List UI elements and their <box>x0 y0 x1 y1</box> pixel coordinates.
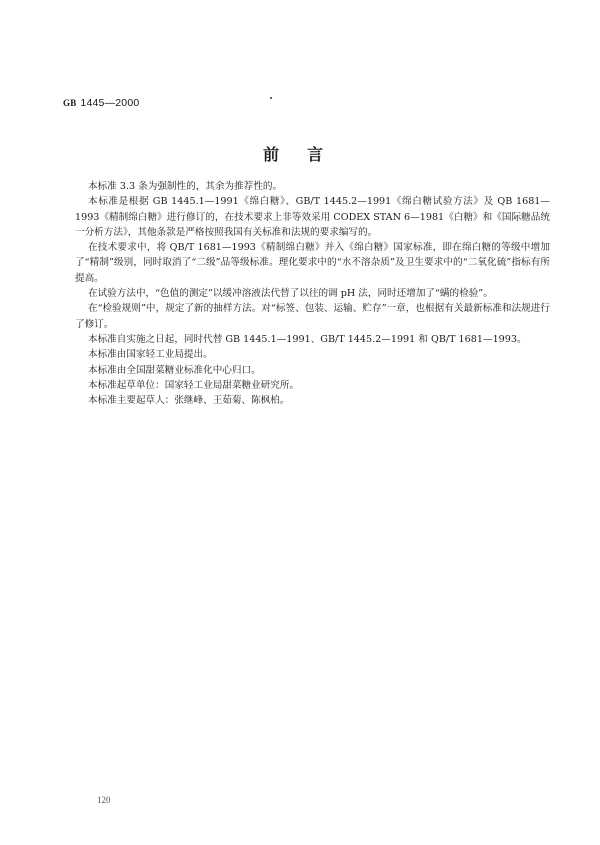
paragraph-proposed-by: 本标准由国家轻工业局提出。 <box>88 349 213 361</box>
standard-code <box>63 97 139 109</box>
page-number: 120 <box>97 795 111 805</box>
paragraph-technical-requirements: 在技术要求中，将 QB/T 1681—1993《精制绵白糖》并入《绵白糖》国家标准，即在绵白糖的等级中增加了“精制”级别，同时取消了“二级”品等级标准。理化要求中的“水不溶杂质”及卫生要求中的“二氧化硫”指标有所提高。 <box>75 242 550 284</box>
paragraph-inspection-rules: 在“检验规则”中，规定了新的抽样方法。对“标签、包装、运输、贮存”一章，也根据有关最新标准和法规进行了修订。 <box>75 303 550 330</box>
standard-number: 1445—2000 <box>80 97 140 109</box>
scan-speck <box>270 97 272 99</box>
paragraph-revision-basis: 本标准是根据 GB 1445.1—1991《绵白糖》、GB/T 1445.2—1991《绵白糖试验方法》及 QB 1681—1993《精制绵白糖》进行修订的，在技术要求上非等效采用 CODEX STAN 6—1981《白糖》和《国际糖品统一分析方法》，其他条款是严格按照我国有关标准和法规的要求编写的。 <box>75 196 550 238</box>
paragraph-drafters: 本标准主要起草人：张继峰、王茹菊、陈枫柏。 <box>88 395 290 407</box>
page-title: 前言 <box>263 145 352 164</box>
paragraph-mandatory-clause: 本标准 3.3 条为强制性的，其余为推荐性的。 <box>88 181 283 192</box>
paragraph-replacement: 本标准自实施之日起，同时代替 GB 1445.1—1991、GB/T 1445.2—1991 和 QB/T 1681—1993。 <box>88 333 527 345</box>
standard-prefix: GB <box>63 98 77 108</box>
paragraph-drafting-unit: 本标准起草单位：国家轻工业局甜菜糖业研究所。 <box>88 379 300 391</box>
foreword-body <box>75 179 550 408</box>
paragraph-administered-by: 本标准由全国甜菜糖业标准化中心归口。 <box>88 364 261 376</box>
paragraph-test-methods: 在试验方法中，“色值的测定”以缓冲溶液法代替了以往的调 pH 法，同时还增加了“螨的检验”。 <box>88 288 493 300</box>
